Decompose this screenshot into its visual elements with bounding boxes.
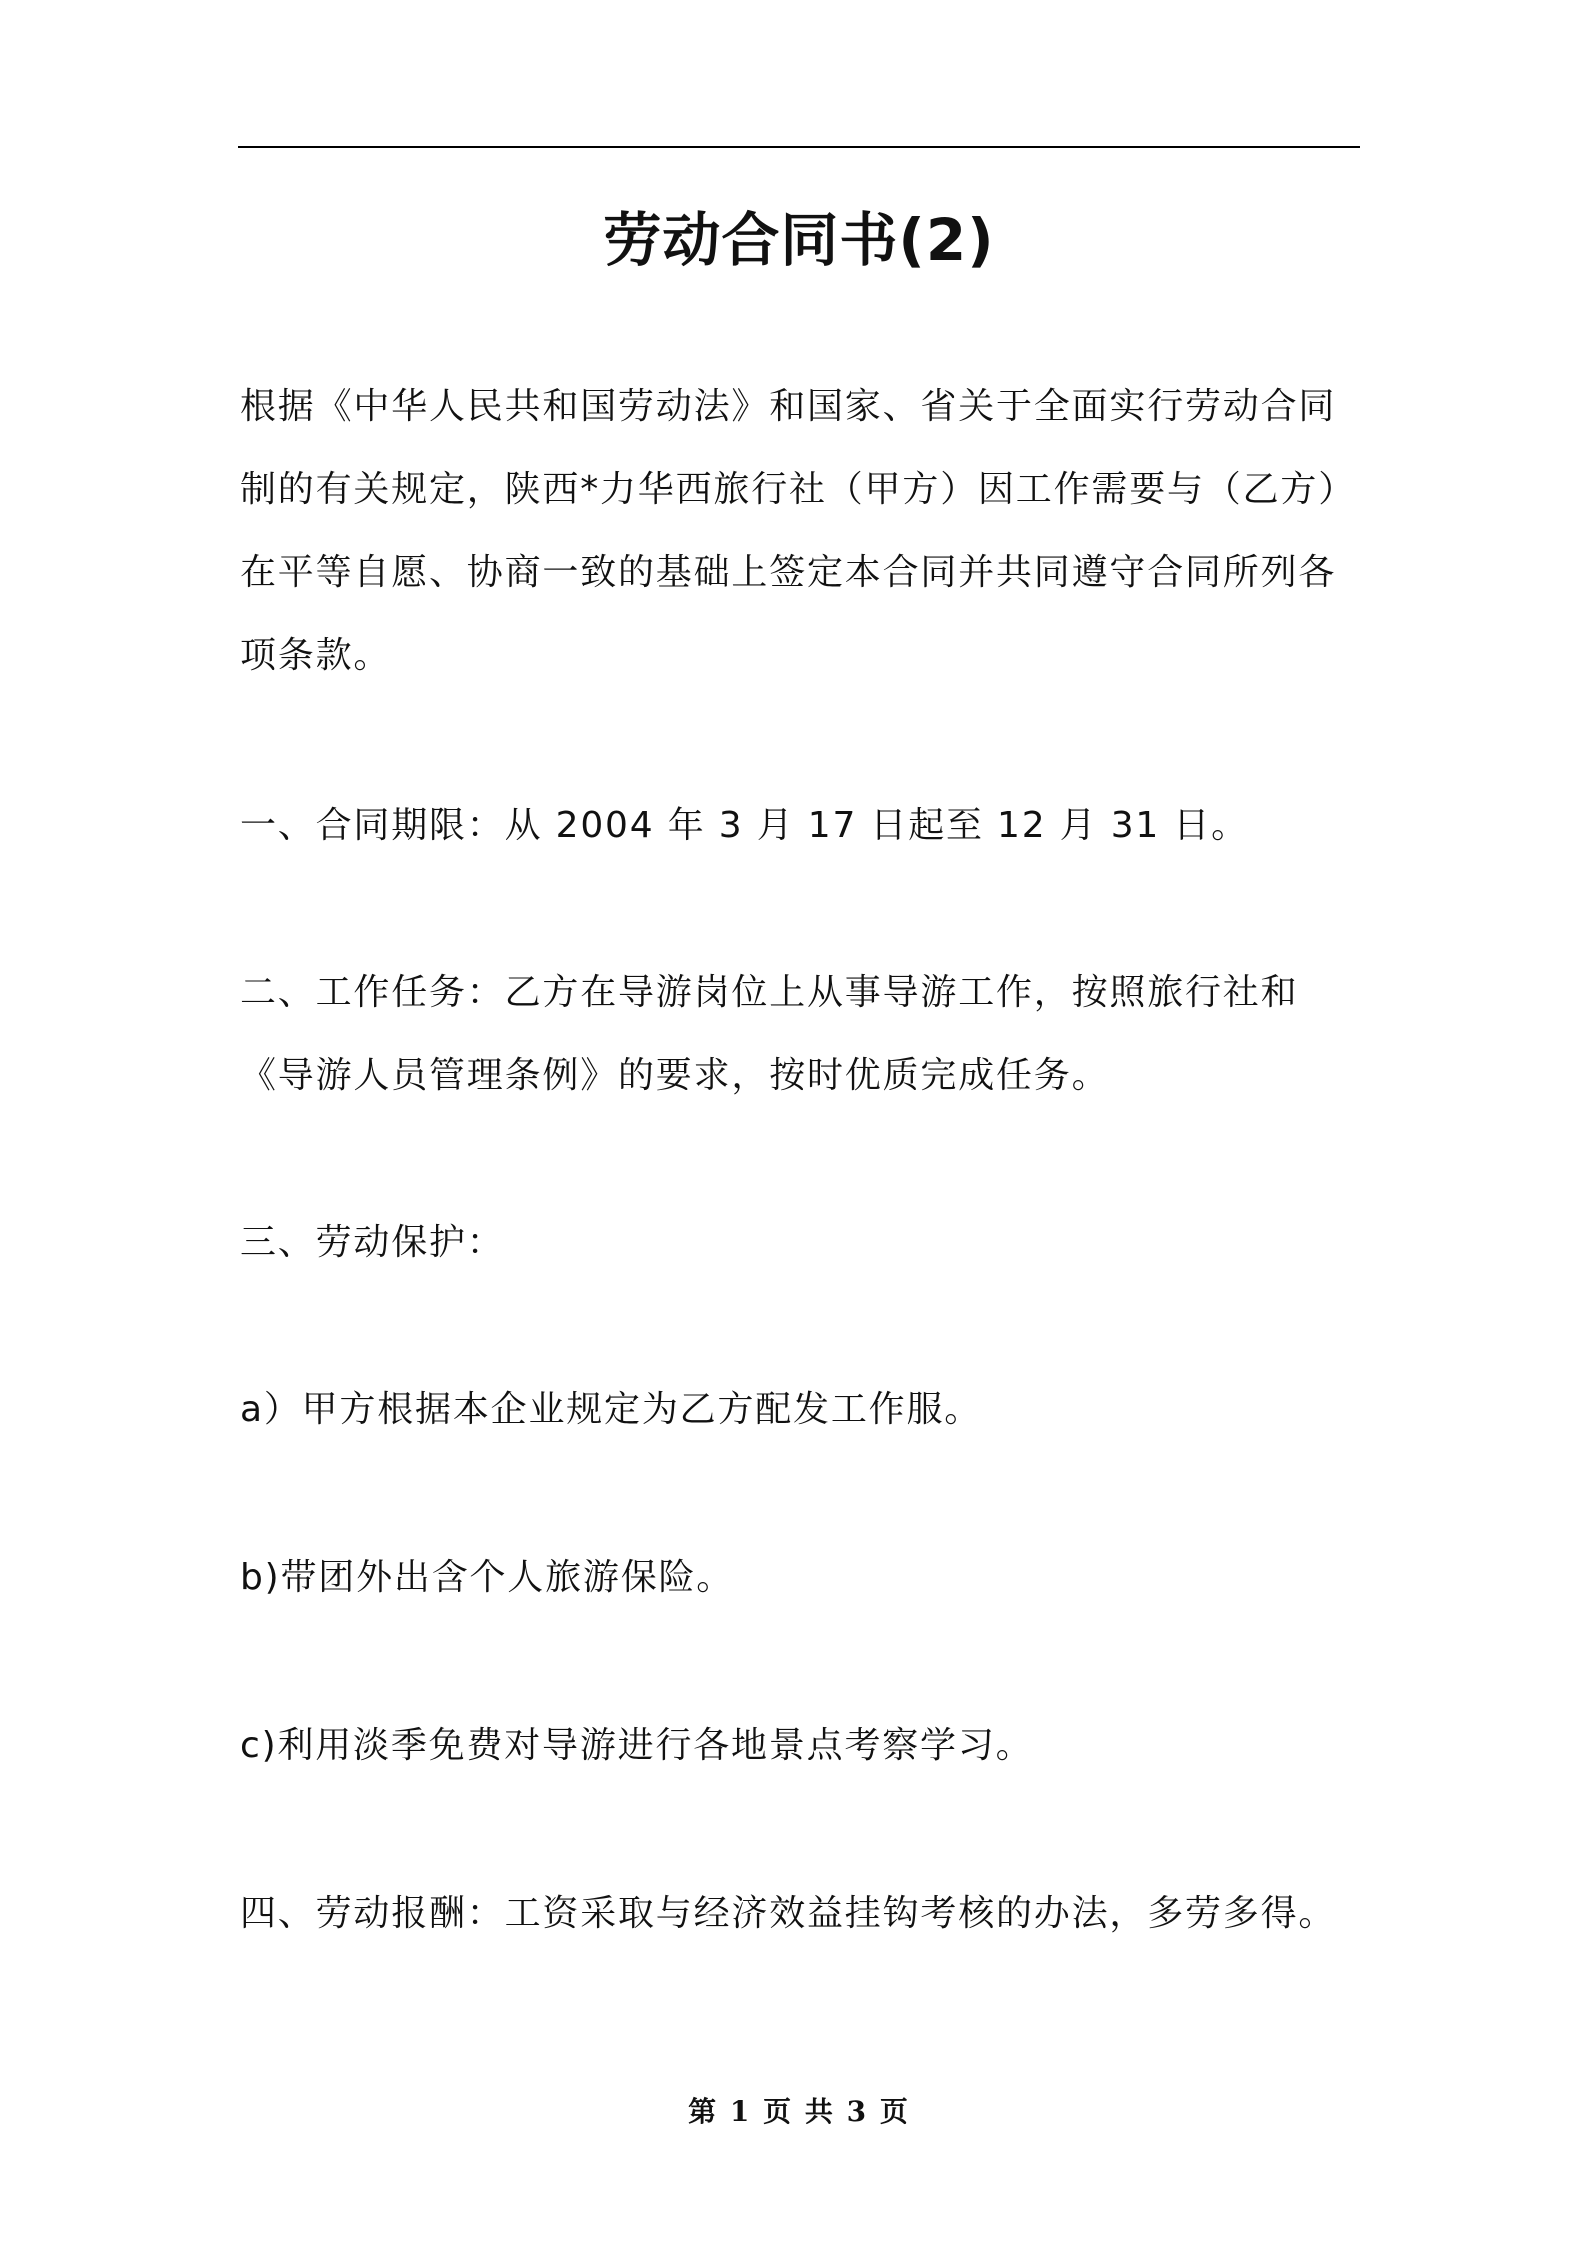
page-number: 第 1 页 共 3 页 — [688, 2095, 910, 2128]
labor-protection-item-a: a）甲方根据本企业规定为乙方配发工作服。 — [240, 1389, 983, 1430]
labor-protection-item-b: b)带团外出含个人旅游保险。 — [240, 1557, 735, 1598]
document-title: 劳动合同书(2) — [603, 206, 995, 274]
section-contract-term: 一、合同期限：从 2004 年 3 月 17 日起至 12 月 31 日。 — [240, 805, 1249, 846]
intro-paragraph: 根据《中华人民共和国劳动法》和国家、省关于全面实行劳动合同制的有关规定，陕西*力华西旅行社（甲方）因工作需要与（乙方）在平等自愿、协商一致的基础上签定本合同并共同遵守合同所列各项条款。 — [240, 386, 1356, 676]
section-work-task: 二、工作任务：乙方在导游岗位上从事导游工作，按照旅行社和《导游人员管理条例》的要求，按时优质完成任务。 — [240, 972, 1299, 1096]
labor-protection-item-c: c)利用淡季免费对导游进行各地景点考察学习。 — [240, 1725, 1034, 1766]
section-remuneration: 四、劳动报酬：工资采取与经济效益挂钩考核的办法，多劳多得。 — [240, 1893, 1337, 1934]
section-labor-protection: 三、劳动保护： — [240, 1222, 505, 1263]
header-rule — [238, 146, 1360, 148]
